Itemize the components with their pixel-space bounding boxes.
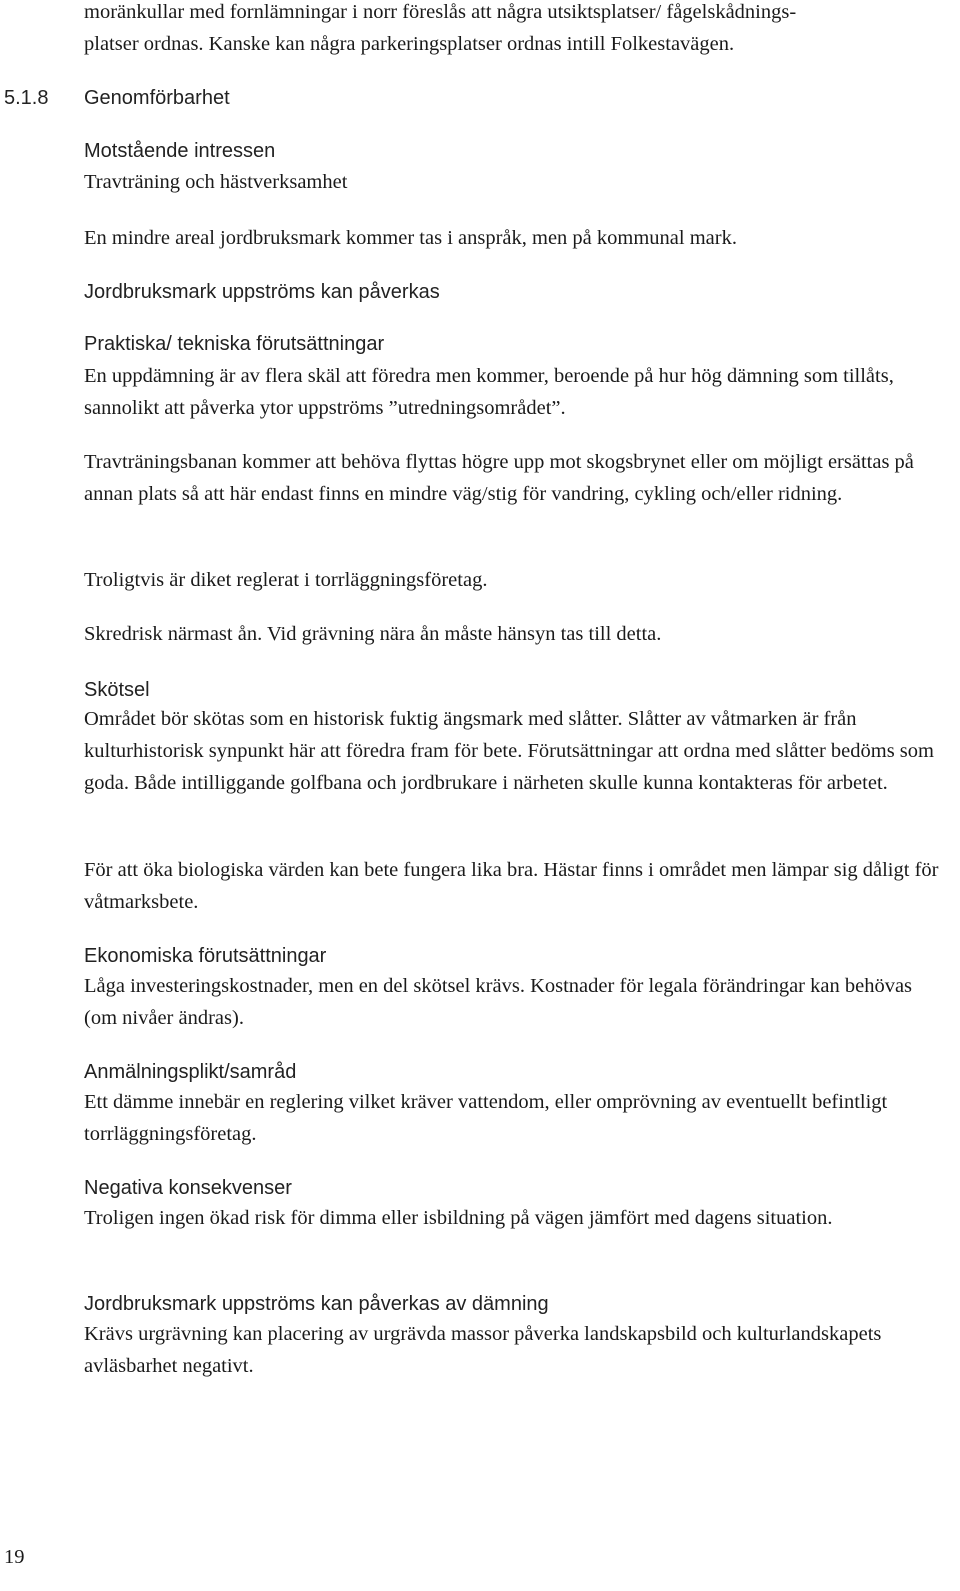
skotsel-paragraph-2: För att öka biologiska värden kan bete fungera lika bra. Hästar finns i området men lämpar sig dåligt för våtmarksbete. xyxy=(84,859,939,913)
praktiska-paragraph-1: En uppdämning är av flera skäl att föredra men kommer, beroende på hur hög dämning som tillåts, sannolikt att påverka ytor uppströms ”utredningsområdet”. xyxy=(84,365,894,419)
skotsel-heading: Skötsel xyxy=(84,679,150,701)
anmalning-heading: Anmälningsplikt/samråd xyxy=(84,1061,297,1083)
praktiska-paragraph-2: Travträningsbanan kommer att behöva flyttas högre upp mot skogsbrynet eller om möjligt ersättas på annan plats så att här endast finns en mindre väg/stig för vandring, cykling och/eller ridning. xyxy=(84,451,914,505)
praktiska-paragraph-3: Troligtvis är diket reglerat i torrläggningsföretag. xyxy=(84,569,488,591)
ekonomiska-text: Låga investeringskostnader, men en del skötsel krävs. Kostnader för legala förändringar kan behövas (om nivåer ändras). xyxy=(84,975,913,1029)
praktiska-paragraph-4: Skredrisk närmast ån. Vid grävning nära ån måste hänsyn tas till detta. xyxy=(84,623,662,645)
motstaende-heading: Motstående intressen xyxy=(84,140,276,162)
section-number: 5.1.8 xyxy=(4,87,49,109)
negativa-text: Troligen ingen ökad risk för dimma eller isbildning på vägen jämfört med dagens situation. xyxy=(84,1207,833,1229)
motstaende-note: Jordbruksmark uppströms kan påverkas xyxy=(84,281,440,303)
ekonomiska-heading: Ekonomiska förutsättningar xyxy=(84,945,327,967)
anmalning-text: Ett dämme innebär en reglering vilket kräver vattendom, eller omprövning av eventuellt befintligt torrläggningsföretag. xyxy=(84,1091,888,1145)
intro-line-1: moränkullar med fornlämningar i norr föreslås att några utsiktsplatser/ fågelskådnings- xyxy=(84,1,797,23)
praktiska-heading: Praktiska/ tekniska förutsättningar xyxy=(84,333,385,355)
motstaende-text: En mindre areal jordbruksmark kommer tas i anspråk, men på kommunal mark. xyxy=(84,227,737,249)
intro-line-2: platser ordnas. Kanske kan några parkeringsplatser ordnas intill Folkestavägen. xyxy=(84,33,735,55)
page-number: 19 xyxy=(4,1546,25,1568)
section-title: Genomförbarhet xyxy=(84,87,230,109)
jordbruk-text: Krävs urgrävning kan placering av urgrävda massor påverka landskapsbild och kulturlandskapets avläsbarhet negativt. xyxy=(84,1323,882,1377)
negativa-heading: Negativa konsekvenser xyxy=(84,1177,292,1199)
jordbruk-heading: Jordbruksmark uppströms kan påverkas av dämning xyxy=(84,1293,549,1315)
skotsel-paragraph-1: Området bör skötas som en historisk fuktig ängsmark med slåtter. Slåtter av våtmarken är från kulturhistorisk synpunkt här att föredra fram för bete. Förutsättningar att ordna med slåtter bedöms som goda. Både intilliggande golfbana och jordbrukare i närheten skulle kunna kontakteras för arbetet. xyxy=(84,708,934,794)
motstaende-item: Travträning och hästverksamhet xyxy=(84,171,348,193)
